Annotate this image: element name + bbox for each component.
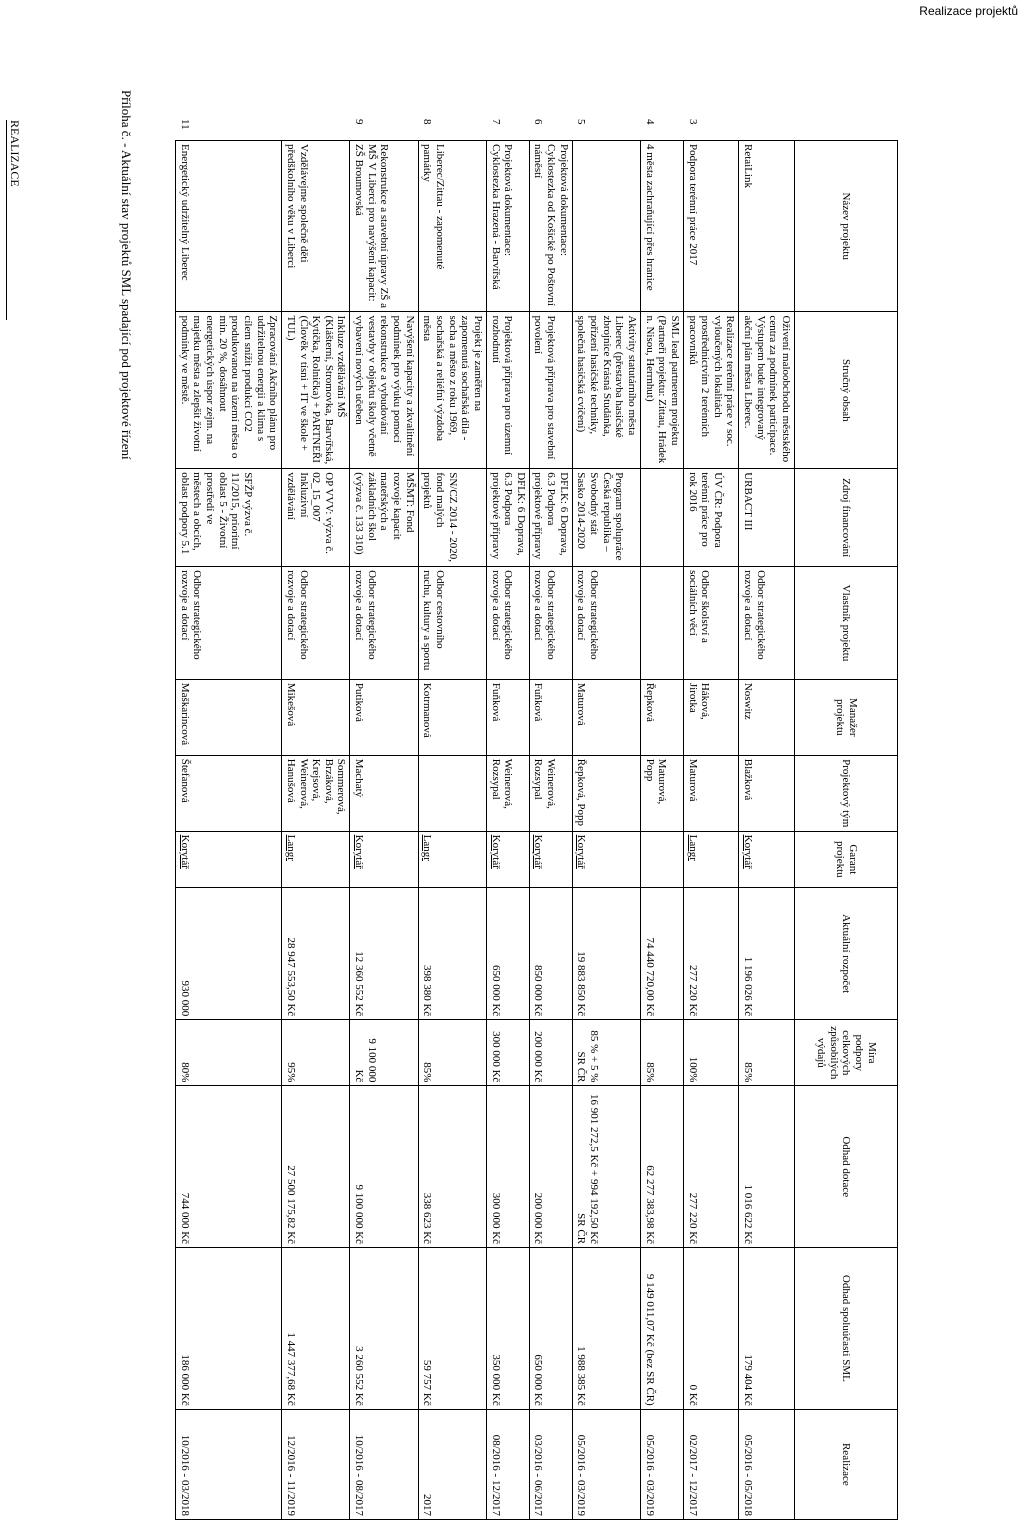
- team-cell-text: Maturová: [686, 758, 699, 802]
- funding-source-cell: [418, 469, 486, 567]
- budget-cell: [418, 888, 486, 1020]
- manager-cell: [683, 679, 739, 755]
- sml-share-cell: [282, 1248, 350, 1410]
- sml-share-cell-text: 3 260 552 Kč: [353, 1346, 366, 1406]
- sml-share-cell: [640, 1248, 683, 1410]
- manager-cell: [418, 679, 486, 755]
- subsidy-cell-text: 300 000 Kč: [489, 1192, 502, 1245]
- manager-cell-text: Řepková: [643, 682, 656, 722]
- budget-cell: [176, 888, 282, 1020]
- manager-cell: [350, 679, 418, 755]
- manager-cell: [640, 679, 683, 755]
- funding-source-cell: [683, 469, 739, 567]
- subsidy-cell-text: 27 500 175,82 Kč: [284, 1165, 297, 1245]
- manager-cell-text: Noswitz: [742, 682, 755, 720]
- row-number: 5: [575, 119, 588, 125]
- support-rate-cell: [739, 1020, 795, 1086]
- support-rate-cell: [350, 1020, 418, 1086]
- period-cell-text: 12/2016 - 11/2019: [284, 1435, 297, 1516]
- subsidy-cell: [683, 1086, 739, 1248]
- guarantor-cell-text: Korytář: [575, 834, 588, 869]
- budget-cell: [350, 888, 418, 1020]
- table-row: [282, 141, 350, 1520]
- owner-cell-text: Odbor strategického rozvoje a dotací: [178, 570, 204, 660]
- support-rate-cell-text: 95%: [284, 1062, 297, 1083]
- budget-cell-text: 277 220 Kč: [686, 964, 699, 1017]
- column-header: Zdroj financování: [795, 469, 898, 567]
- table-row: [486, 141, 529, 1520]
- row-number: 8: [421, 119, 434, 125]
- owner-cell: [350, 567, 418, 680]
- team-cell: [418, 755, 486, 831]
- content-cell: [529, 312, 572, 469]
- budget-cell: [282, 888, 350, 1020]
- period-cell: [572, 1409, 640, 1519]
- owner-cell: [683, 567, 739, 680]
- support-rate-cell-text: 85%: [742, 1062, 755, 1083]
- content-cell-text: Oživení maloobchodu městského centra za podmínek participace. Výstupem bude integrovaný akční plán města Liberec.: [742, 315, 792, 463]
- subsidy-cell-text: 62 277 383,98 Kč: [643, 1165, 656, 1245]
- guarantor-cell-text: Korytář: [742, 834, 755, 869]
- subsidy-cell-text: 9 100 000 Kč: [353, 1184, 366, 1245]
- subsidy-cell: [176, 1086, 282, 1248]
- content-cell: [683, 312, 739, 469]
- content-cell: [739, 312, 795, 469]
- support-rate-cell: [176, 1020, 282, 1086]
- content-cell-text: Inkluze vzdělávání MŠ (Klášterní, Stromovka, Barvířská, Kytička, Rolnička) + PARTNEŘI (Člověk v tísni + IT ve škole + TUL): [284, 315, 348, 465]
- owner-cell: [572, 567, 640, 680]
- manager-cell-text: Fuňková: [532, 682, 545, 722]
- table-row: [572, 141, 640, 1520]
- owner-cell: [418, 567, 486, 680]
- table-row: [683, 141, 739, 1520]
- support-rate-cell-text: 200 000 Kč: [532, 1031, 545, 1083]
- subsidy-cell-text: 1 016 622 Kč: [742, 1184, 755, 1245]
- owner-cell-text: Odbor cestovního ruchu, kultury a sportu: [421, 570, 446, 671]
- subsidy-cell: [640, 1086, 683, 1248]
- team-cell-text: Weinerová, Rozsypal: [532, 758, 558, 809]
- project-name-cell: [529, 119, 572, 312]
- manager-cell-text: Maturová: [575, 682, 588, 726]
- row-number: 7: [489, 119, 502, 125]
- support-rate-cell: [572, 1020, 640, 1086]
- support-rate-cell: [418, 1020, 486, 1086]
- guarantor-cell: [529, 831, 572, 887]
- sml-share-cell: [683, 1248, 739, 1410]
- row-number: 9: [353, 119, 366, 125]
- funding-source-cell: [572, 469, 640, 567]
- table-row: [640, 141, 683, 1520]
- support-rate-cell: [683, 1020, 739, 1086]
- funding-source-cell-text: DFLK: 6 Doprava, 6.3 Podpora projektové přípravy: [532, 472, 570, 560]
- period-cell: [418, 1409, 486, 1519]
- table-row: [739, 141, 795, 1520]
- owner-cell: [486, 567, 529, 680]
- subsidy-cell: [739, 1086, 795, 1248]
- sml-share-cell-text: 1 988 385 Kč: [575, 1346, 588, 1406]
- subsidy-cell-text: 277 220 Kč: [686, 1192, 699, 1245]
- content-cell: [350, 312, 418, 469]
- manager-cell: [282, 679, 350, 755]
- guarantor-cell: [739, 831, 795, 887]
- manager-cell-text: Mikešová: [284, 682, 297, 727]
- table-row: [176, 141, 282, 1520]
- column-header: Aktuální rozpočet: [795, 888, 898, 1020]
- budget-cell: [529, 888, 572, 1020]
- project-name-cell-text: Projektová dokumentace: Cyklostezka Hrazená - Barvířská: [489, 144, 515, 290]
- period-cell: [486, 1409, 529, 1519]
- team-cell: [282, 755, 350, 831]
- sml-share-cell-text: 186 000 Kč: [178, 1354, 191, 1406]
- owner-cell: [282, 567, 350, 680]
- content-cell: [572, 312, 640, 469]
- content-cell-text: SML lead partnerem projektu (Partneři projektu: Zittau, Hrádek n. Nisou, Herrnhut): [643, 315, 681, 464]
- column-header: Stručný obsah: [795, 312, 898, 469]
- manager-cell-text: Maškarincová: [178, 682, 191, 746]
- period-cell-text: 05/2016 - 05/2018: [742, 1434, 755, 1516]
- team-cell-text: Machatý: [353, 758, 366, 798]
- funding-source-cell: [486, 469, 529, 567]
- sml-share-cell-text: 1 447 377,68 Kč: [284, 1332, 297, 1406]
- project-name-cell-text: Rekonstrukce a stavební úpravy ZŠ a MŠ V Liberci pro navýšení kapacit: ZŠ Broumovská: [353, 144, 391, 309]
- guarantor-cell: [350, 831, 418, 887]
- funding-source-cell-text: SFŽP výzva č. 11/2015, prioritní oblast 5 - Životní prostředí ve městech a obcích, oblast podpory 5.1: [178, 472, 255, 555]
- period-cell-text: 05/2016 - 03/2019: [575, 1434, 588, 1516]
- sml-share-cell: [486, 1248, 529, 1410]
- owner-cell-text: Odbor strategického rozvoje a dotací: [742, 570, 767, 660]
- team-cell: [683, 755, 739, 831]
- funding-source-cell: [739, 469, 795, 567]
- content-cell: [486, 312, 529, 469]
- column-header: Míra podpory celkových způsobilých výdajů: [795, 1020, 898, 1086]
- period-cell: [640, 1409, 683, 1519]
- owner-cell-text: Odbor strategického rozvoje a dotací: [532, 570, 558, 660]
- team-cell: [176, 755, 282, 831]
- budget-cell-text: 74 440 720,00 Kč: [643, 937, 656, 1017]
- table-row: [418, 141, 486, 1520]
- guarantor-cell-text: Korytář: [532, 834, 545, 869]
- manager-cell: [176, 679, 282, 755]
- budget-cell-text: 19 883 850 Kč: [575, 951, 588, 1017]
- funding-source-cell-text: MŠMT: Fond rozvoje kapacit mateřských a základních škol (výzva č. 133 310): [353, 472, 416, 555]
- support-rate-cell: [486, 1020, 529, 1086]
- budget-cell-text: 28 947 553,50 Kč: [284, 937, 297, 1017]
- owner-cell-text: Odbor školství a sociálních věcí: [686, 570, 712, 643]
- budget-cell-text: 930 000: [178, 980, 191, 1017]
- manager-cell: [572, 679, 640, 755]
- team-cell: [572, 755, 640, 831]
- sml-share-cell-text: 9 149 011,07 Kč (bez SR ČR): [643, 1273, 656, 1406]
- team-cell-text: Sommerová, Brzáková, Krejsová, Weinerová, Hanušová: [284, 758, 348, 815]
- funding-source-cell-text: SN/CZ 2014 - 2020, fond malých projektů: [421, 472, 459, 563]
- budget-cell-text: 1 196 026 Kč: [742, 956, 755, 1017]
- subsidy-cell: [350, 1086, 418, 1248]
- guarantor-cell-text: Korytář: [178, 834, 191, 869]
- column-header: Realizace: [795, 1409, 898, 1519]
- row-number: 11: [178, 119, 191, 130]
- projects-table: [175, 119, 898, 1520]
- project-name-cell: [282, 141, 350, 312]
- sml-share-cell-text: 350 000 Kč: [489, 1354, 502, 1406]
- sml-share-cell: [176, 1248, 282, 1410]
- project-name-cell-text: Vzdělávejme společně děti předškolního věku v Liberci: [284, 144, 310, 269]
- project-name-cell: [640, 119, 683, 312]
- sml-share-cell: [529, 1248, 572, 1410]
- column-header: Vlastník projektu: [795, 567, 898, 680]
- guarantor-cell-text: Korytář: [353, 834, 366, 869]
- guarantor-cell-text: Langr: [421, 834, 434, 861]
- table-row: [350, 141, 418, 1520]
- period-cell-text: 03/2016 - 06/2017: [532, 1434, 545, 1516]
- budget-cell: [486, 888, 529, 1020]
- guarantor-cell: [572, 831, 640, 887]
- project-name-cell: [739, 141, 795, 312]
- project-name-cell-text: Liberec/Zittau - zapomenuté památky: [421, 144, 446, 270]
- owner-cell-text: Odbor strategického rozvoje a dotací: [575, 570, 601, 660]
- funding-source-cell-text: Program spolupráce Česká republika – Svobodný stát Sasko 2014-2020: [575, 472, 626, 561]
- support-rate-cell-text: 80%: [178, 1062, 191, 1083]
- period-cell-text: 05/2016 - 03/2019: [643, 1434, 656, 1516]
- content-cell: [176, 312, 282, 469]
- column-header: Garant projektu: [795, 831, 898, 887]
- team-cell: [486, 755, 529, 831]
- column-header: Název projektu: [795, 141, 898, 312]
- period-cell: [739, 1409, 795, 1519]
- team-cell-text: Štefanová: [178, 758, 191, 803]
- content-cell-text: Zpracování Akčního plánu pro udržitelnou energii a klima s cílem snížit produkci CO2 produkovanou na území města o min. 20 %, dosáhnout energetických úspor zejm. na majetku města a zlepšit životní podmínky ve městě.: [178, 315, 280, 459]
- team-cell: [739, 755, 795, 831]
- budget-cell: [572, 888, 640, 1020]
- support-rate-cell: [529, 1020, 572, 1086]
- project-name-cell-text: Energetický udržitelný Liberec: [178, 144, 191, 281]
- period-cell: [529, 1409, 572, 1519]
- support-rate-cell: [640, 1020, 683, 1086]
- manager-cell-text: Kotrmanová: [421, 682, 434, 738]
- page-header: Realizace projektů: [919, 4, 1018, 18]
- guarantor-cell-text: Langr: [686, 834, 699, 861]
- project-name-cell-text: RetaiLink: [742, 144, 755, 188]
- content-cell: [418, 312, 486, 469]
- support-rate-cell-text: 9 100 000 Kč: [353, 1038, 378, 1083]
- subsidy-cell-text: 16 901 272,5 Kč + 994 192,50 Kč SR ČR: [575, 1093, 601, 1245]
- column-header: Manažer projektu: [795, 679, 898, 755]
- budget-cell: [683, 888, 739, 1020]
- project-name-cell: [683, 119, 739, 312]
- content-cell-text: Navýšení kapacity a zkvalitnění podmínek pro výuku pomocí rekonstrukce a vybudování vestavby v objektu školy včetně vybavení nových učeben: [353, 315, 416, 457]
- sml-share-cell-text: 59 757 Kč: [421, 1359, 434, 1406]
- row-number: 3: [686, 119, 699, 125]
- owner-cell-text: Odbor strategického rozvoje a dotací: [353, 570, 378, 660]
- project-name-cell-text: 4 města zachraňující přes hranice: [643, 144, 656, 291]
- funding-source-cell: [350, 469, 418, 567]
- period-cell-text: 10/2016 - 03/2018: [178, 1434, 191, 1516]
- period-cell: [350, 1409, 418, 1519]
- content-cell: [282, 312, 350, 469]
- funding-source-cell: [176, 469, 282, 567]
- sml-share-cell-text: 0 Kč: [686, 1384, 699, 1406]
- team-cell: [350, 755, 418, 831]
- guarantor-cell: [282, 831, 350, 887]
- manager-cell: [739, 679, 795, 755]
- period-cell: [176, 1409, 282, 1519]
- owner-cell: [640, 567, 683, 680]
- support-rate-cell-text: 300 000 Kč: [489, 1031, 502, 1083]
- content-cell-text: Realizace terénní práce v soc. vyloučených lokalitách prostřednictvím 2 terénních pracovníků: [686, 315, 737, 447]
- team-cell-text: Blažková: [742, 758, 755, 801]
- support-rate-cell-text: 85 % + 5 % SR ČR: [575, 1030, 601, 1083]
- project-name-cell-text: Podpora terénní práce 2017: [686, 144, 699, 266]
- funding-source-cell: [282, 469, 350, 567]
- sml-share-cell-text: 650 000 Kč: [532, 1354, 545, 1406]
- content-cell-text: Projektová příprava pro územní rozhodnutí: [489, 315, 515, 456]
- period-cell: [683, 1409, 739, 1519]
- sml-share-cell-text: 179 404 Kč: [742, 1354, 755, 1406]
- manager-cell: [486, 679, 529, 755]
- budget-cell: [640, 888, 683, 1020]
- period-cell-text: 08/2016 - 12/2017: [489, 1434, 502, 1516]
- owner-cell: [529, 567, 572, 680]
- guarantor-cell: [640, 831, 683, 887]
- column-header: Projektový tým: [795, 755, 898, 831]
- content-cell-text: Projekt je zaměřen na zapomenutá sochařská díla - socha a město z roku 1969, sochařská a reliéfní výzdoba města: [421, 315, 484, 441]
- team-cell-text: Maturová, Popp: [643, 758, 669, 805]
- content-cell-text: Projektová příprava pro stavební povolení: [532, 315, 558, 460]
- team-cell-text: Řepková, Popp: [575, 758, 588, 826]
- team-cell-text: Weinerová, Rozsypal: [489, 758, 515, 809]
- subsidy-cell-text: 744 000 Kč: [178, 1192, 191, 1245]
- support-rate-cell-text: 85%: [643, 1062, 656, 1083]
- caption: Příloha č. - Aktuální stav projektů SML spadající pod projektové řízení: [119, 90, 134, 460]
- budget-cell-text: 398 380 Kč: [421, 964, 434, 1017]
- support-rate-cell: [282, 1020, 350, 1086]
- team-cell: [529, 755, 572, 831]
- support-rate-cell-text: 100%: [686, 1056, 699, 1083]
- row-number: 4: [643, 119, 656, 125]
- subsidy-cell-text: 200 000 Kč: [532, 1192, 545, 1245]
- manager-cell-text: Fuňková: [489, 682, 502, 722]
- subsidy-cell: [282, 1086, 350, 1248]
- content-cell-text: Aktivity statutárního města Liberec (přestavba hasičské zbrojnice Krásná Studánka, pořízení hasičské techniky, společná hasičská cvičení): [575, 315, 638, 438]
- project-name-cell: [486, 119, 529, 312]
- guarantor-cell-text: Langr: [284, 834, 297, 861]
- sml-share-cell: [350, 1248, 418, 1410]
- column-header: Odhad spoluúčasti SML: [795, 1248, 898, 1410]
- period-cell-text: 2017: [421, 1494, 434, 1516]
- manager-cell-text: Háková, Jirotka: [686, 682, 712, 720]
- subsidy-cell: [529, 1086, 572, 1248]
- funding-source-cell-text: OP VVV: výzva č. 02_15_007 Inkluzivní vzdělávání: [284, 472, 335, 554]
- project-name-cell: [572, 119, 640, 312]
- owner-cell-text: Odbor strategického rozvoje a dotací: [489, 570, 515, 660]
- content-cell: [640, 312, 683, 469]
- project-name-cell: [350, 119, 418, 312]
- guarantor-cell-text: Korytář: [489, 834, 502, 869]
- sml-share-cell: [418, 1248, 486, 1410]
- budget-cell-text: 12 360 552 Kč: [353, 951, 366, 1017]
- guarantor-cell: [486, 831, 529, 887]
- manager-cell-text: Putíková: [353, 682, 366, 722]
- owner-cell: [176, 567, 282, 680]
- subsidy-cell: [486, 1086, 529, 1248]
- budget-cell-text: 650 000 Kč: [489, 964, 502, 1017]
- project-name-cell-text: Projektová dokumentace: Cyklostezka od Košické po Poštovní náměstí: [532, 144, 570, 306]
- team-cell: [640, 755, 683, 831]
- funding-source-cell: [529, 469, 572, 567]
- owner-cell: [739, 567, 795, 680]
- guarantor-cell: [176, 831, 282, 887]
- funding-source-cell-text: DFLK: 6 Doprava, 6.3 Podpora projektové přípravy: [489, 472, 527, 560]
- budget-cell: [739, 888, 795, 1020]
- subsidy-cell: [418, 1086, 486, 1248]
- sml-share-cell: [572, 1248, 640, 1410]
- funding-source-cell-text: URBACT III: [742, 472, 755, 531]
- table-row: [529, 141, 572, 1520]
- project-name-cell: [418, 119, 486, 312]
- sml-share-cell: [739, 1248, 795, 1410]
- funding-source-cell: [640, 469, 683, 567]
- period-cell-text: 10/2016 - 08/2017: [353, 1434, 366, 1516]
- header-row: [795, 141, 898, 1520]
- project-name-cell: [176, 119, 282, 312]
- subsidy-cell-text: 338 623 Kč: [421, 1192, 434, 1245]
- column-header: Odhad dotace: [795, 1086, 898, 1248]
- support-rate-cell-text: 85%: [421, 1062, 434, 1083]
- owner-cell-text: Odbor strategického rozvoje a dotací: [284, 570, 310, 660]
- row-number: 6: [532, 119, 545, 125]
- subsidy-cell: [572, 1086, 640, 1248]
- budget-cell-text: 850 000 Kč: [532, 964, 545, 1017]
- funding-source-cell-text: ÚV ČR: Podpora terénní práce pro rok 2016: [686, 472, 724, 548]
- period-cell-text: 02/2017 - 12/2017: [686, 1434, 699, 1516]
- guarantor-cell: [418, 831, 486, 887]
- guarantor-cell: [683, 831, 739, 887]
- section-label: REALIZACE: [6, 120, 22, 320]
- period-cell: [282, 1409, 350, 1519]
- manager-cell: [529, 679, 572, 755]
